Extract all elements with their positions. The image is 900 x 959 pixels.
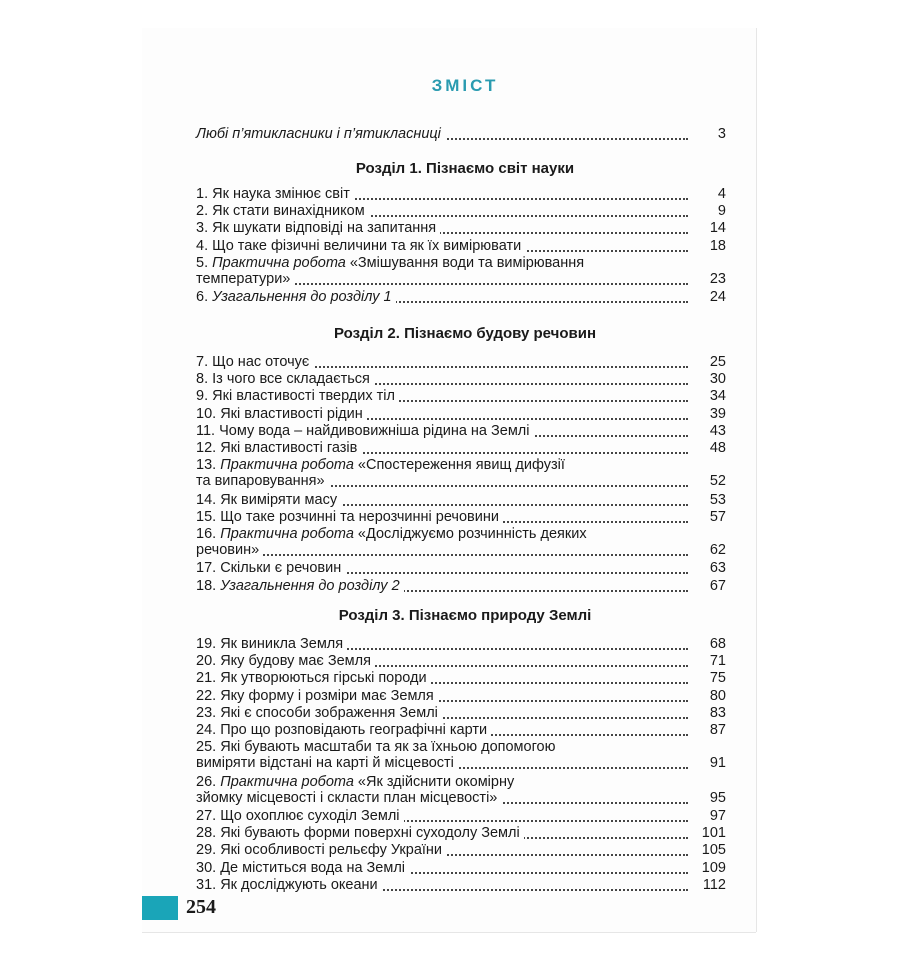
toc-entry-title	[196, 722, 491, 738]
toc-entry-number: 24.	[196, 722, 221, 738]
toc-entry[interactable]	[196, 808, 726, 824]
toc-entry-type: Практична робота	[212, 255, 346, 271]
toc-entry-page: 9	[714, 203, 726, 219]
toc-entry-page: 71	[706, 653, 726, 669]
toc-entry[interactable]	[196, 739, 726, 771]
toc-entry-text: Які бувають форми поверхні суходолу Землі	[220, 825, 520, 841]
toc-entry-text: Як виміряти масу	[220, 492, 338, 508]
toc-entry-page: 97	[706, 808, 726, 824]
toc-entry-text-cont: речовин»	[196, 542, 263, 558]
toc-entry[interactable]	[196, 354, 726, 370]
toc-entry-line	[196, 526, 726, 542]
toc-entry-page: 43	[706, 423, 726, 439]
toc-entry[interactable]	[196, 688, 726, 704]
toc-entry-number: 27.	[196, 808, 221, 824]
toc-entry-line	[196, 774, 726, 790]
toc-entry[interactable]	[196, 653, 726, 669]
toc-entry-page: 112	[699, 877, 726, 893]
toc-entry-page: 52	[706, 473, 726, 489]
toc-entry[interactable]	[196, 371, 726, 387]
toc-entry-type: Практична робота	[220, 526, 354, 542]
toc-entry-page: 14	[706, 220, 726, 236]
toc-entry-line	[196, 371, 726, 387]
toc-entry-text: Як досліджують океани	[220, 877, 378, 893]
toc-entry-title	[196, 636, 347, 652]
toc-entry-number: 2.	[196, 203, 213, 219]
toc-entry-type: Практична робота	[220, 774, 354, 790]
toc-entry-text: Що таке розчинні та нерозчинні речовини	[220, 509, 499, 525]
toc-entry-page: 3	[714, 126, 726, 142]
toc-entry-title	[196, 255, 588, 271]
toc-entry-type: Узагальнення до розділу 1	[212, 289, 392, 305]
toc-entry-text: «Змішування води та вимірювання	[349, 255, 585, 271]
toc-entry[interactable]	[196, 877, 726, 893]
toc-entry[interactable]	[196, 526, 726, 558]
toc-entry[interactable]	[196, 636, 726, 652]
toc-entry[interactable]	[196, 126, 726, 142]
toc-entry-line	[196, 808, 726, 824]
toc-entry-line	[196, 238, 726, 254]
toc-entry-title	[196, 126, 445, 142]
toc-entry-number: 22.	[196, 688, 221, 704]
toc-entry-page: 4	[714, 186, 726, 202]
toc-entry-page: 63	[706, 560, 726, 576]
toc-entry-text: Де міститься вода на Землі	[220, 860, 406, 876]
toc-entry-line	[196, 440, 726, 456]
section-heading: Розділ 3. Пізнаємо природу Землі	[338, 607, 592, 624]
toc-entry-line	[196, 271, 726, 287]
toc-entry-title	[196, 705, 442, 721]
toc-entry-number: 12.	[196, 440, 221, 456]
toc-entry-text: Як стати винахідником	[212, 203, 365, 219]
toc-entry-text: Яку форму і розміри має Земля	[220, 688, 434, 704]
toc-entry-title	[196, 739, 560, 755]
toc-entry-line	[196, 688, 726, 704]
toc-entry-title	[196, 526, 591, 542]
page-title: ЗМІСТ	[431, 76, 499, 95]
toc-entry-text: Любі п’ятикласники і п’ятикласниці	[196, 126, 441, 142]
toc-entry-line	[196, 842, 726, 858]
toc-entry[interactable]	[196, 492, 726, 508]
toc-entry-text: Як утворюються гірські породи	[220, 670, 427, 686]
toc-entry-title	[196, 203, 369, 219]
toc-entry-line	[196, 542, 726, 558]
toc-entry-title	[196, 406, 367, 422]
toc-entry-text: Які є способи зображення Землі	[220, 705, 438, 721]
toc-entry[interactable]	[196, 560, 726, 576]
toc-entry-number: 20.	[196, 653, 221, 669]
toc-entry[interactable]	[196, 774, 726, 806]
toc-entry-page: 87	[706, 722, 726, 738]
toc-entry-number: 3.	[196, 220, 213, 236]
section-heading: Розділ 1. Пізнаємо світ науки	[355, 160, 575, 177]
toc-entry[interactable]	[196, 238, 726, 254]
toc-entry-text: Які бувають масштаби та як за їхньою допомогою	[220, 739, 556, 755]
toc-entry-text: Як шукати відповіді на запитання	[212, 220, 437, 236]
toc-entry[interactable]	[196, 440, 726, 456]
toc-entry-number: 23.	[196, 705, 221, 721]
section-heading: Розділ 2. Пізнаємо будову речовин	[333, 325, 597, 342]
toc-entry-number: 29.	[196, 842, 221, 858]
toc-entry-text: Як наука змінює світ	[212, 186, 350, 202]
toc-entry-number: 16.	[196, 526, 221, 542]
toc-entry-title	[196, 440, 361, 456]
toc-entry-text: Яку будову має Земля	[220, 653, 371, 669]
toc-entry[interactable]	[196, 388, 726, 404]
toc-entry-number: 9.	[196, 388, 213, 404]
toc-entry-number: 5.	[196, 255, 213, 271]
toc-entry-page: 62	[706, 542, 726, 558]
toc-entry-title	[196, 423, 534, 439]
toc-entry-title	[196, 860, 409, 876]
toc-entry-line	[196, 825, 726, 841]
toc-entry[interactable]	[196, 825, 726, 841]
toc-entry-page: 109	[698, 860, 726, 876]
toc-entry-text: Що таке фізичні величини та як їх вимірювати	[212, 238, 522, 254]
toc-entry[interactable]	[196, 722, 726, 738]
toc-entry-number: 17.	[196, 560, 221, 576]
toc-entry-number: 8.	[196, 371, 213, 387]
toc-entry-title	[196, 388, 399, 404]
toc-entry-text: Чому вода – найдивовижніша рідина на Землі	[219, 423, 530, 439]
toc-entry[interactable]	[196, 842, 726, 858]
toc-entry-line	[196, 636, 726, 652]
toc-entry-page: 18	[706, 238, 726, 254]
toc-entry-number: 31.	[196, 877, 221, 893]
toc-entry-line	[196, 653, 726, 669]
toc-entry-number: 28.	[196, 825, 221, 841]
toc-entry-text: Які особливості рельєфу України	[220, 842, 443, 858]
toc-entry-line	[196, 220, 726, 236]
toc-entry-title	[196, 670, 431, 686]
toc-entry-text-cont: зйомку місцевості і скласти план місцевості»	[196, 790, 501, 806]
toc-entry-title	[196, 653, 375, 669]
toc-entry[interactable]	[196, 705, 726, 721]
toc-entry-page: 95	[706, 790, 726, 806]
toc-entry-number: 19.	[196, 636, 221, 652]
toc-entry-title	[196, 371, 374, 387]
toc-entry-text: Як виникла Земля	[220, 636, 344, 652]
toc-entry-number: 13.	[196, 457, 221, 473]
toc-entry-text: Що нас оточує	[212, 354, 310, 370]
toc-entry-text: Із чого все складається	[212, 371, 370, 387]
toc-entry[interactable]	[196, 289, 726, 305]
toc-entry-text-cont: та випаровування»	[196, 473, 329, 489]
toc-entry-text: Скільки є речовин	[220, 560, 342, 576]
toc-entry-line	[196, 492, 726, 508]
toc-entry-page: 75	[706, 670, 726, 686]
toc-entry[interactable]	[196, 203, 726, 219]
toc-entry-page: 53	[706, 492, 726, 508]
toc-entry-page: 68	[706, 636, 726, 652]
toc-entry-page: 105	[698, 842, 726, 858]
toc-entry-text: «Досліджуємо розчинність деяких	[357, 526, 587, 542]
toc-entry-line	[196, 406, 726, 422]
toc-entry-type: Практична робота	[220, 457, 354, 473]
toc-entry-text: Які властивості газів	[220, 440, 358, 456]
toc-entry-title	[196, 457, 569, 473]
toc-entry-number: 30.	[196, 860, 221, 876]
toc-entry-number: 15.	[196, 509, 221, 525]
toc-entry-number: 1.	[196, 186, 213, 202]
toc-entry-title	[196, 560, 345, 576]
toc-entry[interactable]	[196, 860, 726, 876]
toc-entry-title	[196, 509, 503, 525]
toc-entry-number: 10.	[196, 406, 221, 422]
page-number: 254	[186, 896, 216, 918]
toc-entry-line	[196, 877, 726, 893]
toc-entry-line	[196, 289, 726, 305]
toc-entry-page: 91	[706, 755, 726, 771]
toc-entry-line	[196, 670, 726, 686]
toc-entry[interactable]	[196, 255, 726, 287]
toc-entry[interactable]	[196, 423, 726, 439]
toc-entry-line	[196, 705, 726, 721]
toc-entry-number: 25.	[196, 739, 221, 755]
toc-entry-line	[196, 790, 726, 806]
toc-entry-line	[196, 473, 726, 489]
toc-entry-title	[196, 842, 446, 858]
toc-entry-text-cont: виміряти відстані на карті й місцевості	[196, 755, 458, 771]
toc-entry[interactable]	[196, 578, 726, 594]
toc-entry-title	[196, 492, 341, 508]
toc-entry-title	[196, 688, 438, 704]
toc-entry-line	[196, 578, 726, 594]
toc-entry-title	[196, 238, 525, 254]
toc-entry-page: 83	[706, 705, 726, 721]
toc-entry-title	[196, 808, 404, 824]
toc-entry-page: 39	[706, 406, 726, 422]
toc-entry-text: «Як здійснити окомірну	[357, 774, 515, 790]
toc-entry-title	[196, 825, 524, 841]
toc-entry-number: 11.	[196, 423, 220, 439]
toc-entry[interactable]	[196, 220, 726, 236]
toc-entry-title	[196, 289, 396, 305]
toc-entry-number: 26.	[196, 774, 221, 790]
toc-entry-line	[196, 388, 726, 404]
toc-entry-line	[196, 203, 726, 219]
toc-entry-line	[196, 509, 726, 525]
toc-entry-page: 57	[706, 509, 726, 525]
toc-entry-number: 18.	[196, 578, 221, 594]
toc-entry-title	[196, 354, 313, 370]
toc-entry-line	[196, 255, 726, 271]
toc-entry-text: Які властивості твердих тіл	[212, 388, 395, 404]
dot-leader	[196, 554, 688, 556]
toc-entry-line	[196, 560, 726, 576]
toc-entry-line	[196, 457, 726, 473]
toc-entry-text: «Спостереження явищ дифузії	[357, 457, 565, 473]
toc-entry-title	[196, 186, 354, 202]
toc-entry-page: 30	[706, 371, 726, 387]
toc-entry-page: 80	[706, 688, 726, 704]
toc-entry-line	[196, 860, 726, 876]
toc-entry-text-cont: температури»	[196, 271, 294, 287]
toc-entry-title	[196, 578, 404, 594]
toc-entry-line	[196, 354, 726, 370]
toc-entry-page: 23	[706, 271, 726, 287]
toc-entry-line	[196, 722, 726, 738]
toc-entry[interactable]	[196, 186, 726, 202]
toc-entry-page: 25	[706, 354, 726, 370]
toc-entry-line	[196, 423, 726, 439]
toc-entry-line	[196, 126, 726, 142]
toc-entry-number: 14.	[196, 492, 221, 508]
toc-entry-type: Узагальнення до розділу 2	[220, 578, 400, 594]
toc-entry[interactable]	[196, 457, 726, 489]
toc-entry[interactable]	[196, 670, 726, 686]
toc-entry-number: 7.	[196, 354, 213, 370]
toc-entry-page: 48	[706, 440, 726, 456]
toc-entry-page: 34	[706, 388, 726, 404]
toc-entry-text: Про що розповідають географічні карти	[220, 722, 488, 738]
toc-entry[interactable]	[196, 406, 726, 422]
toc-entry-text: Що охоплює суходіл Землі	[220, 808, 400, 824]
toc-entry-number: 21.	[196, 670, 221, 686]
toc-entry-title	[196, 877, 382, 893]
toc-entry-title	[196, 774, 518, 790]
toc-entry-page: 67	[706, 578, 726, 594]
toc-entry-number: 4.	[196, 238, 213, 254]
toc-entry-title	[196, 220, 440, 236]
toc-entry-line	[196, 186, 726, 202]
toc-entry-text: Які властивості рідин	[220, 406, 363, 422]
page-corner-bar	[142, 896, 178, 920]
toc-entry-page: 24	[706, 289, 726, 305]
toc-entry-page: 101	[698, 825, 726, 841]
toc-entry-number: 6.	[196, 289, 213, 305]
toc-entry[interactable]	[196, 509, 726, 525]
toc-entry-line	[196, 755, 726, 771]
toc-entry-line	[196, 739, 726, 755]
